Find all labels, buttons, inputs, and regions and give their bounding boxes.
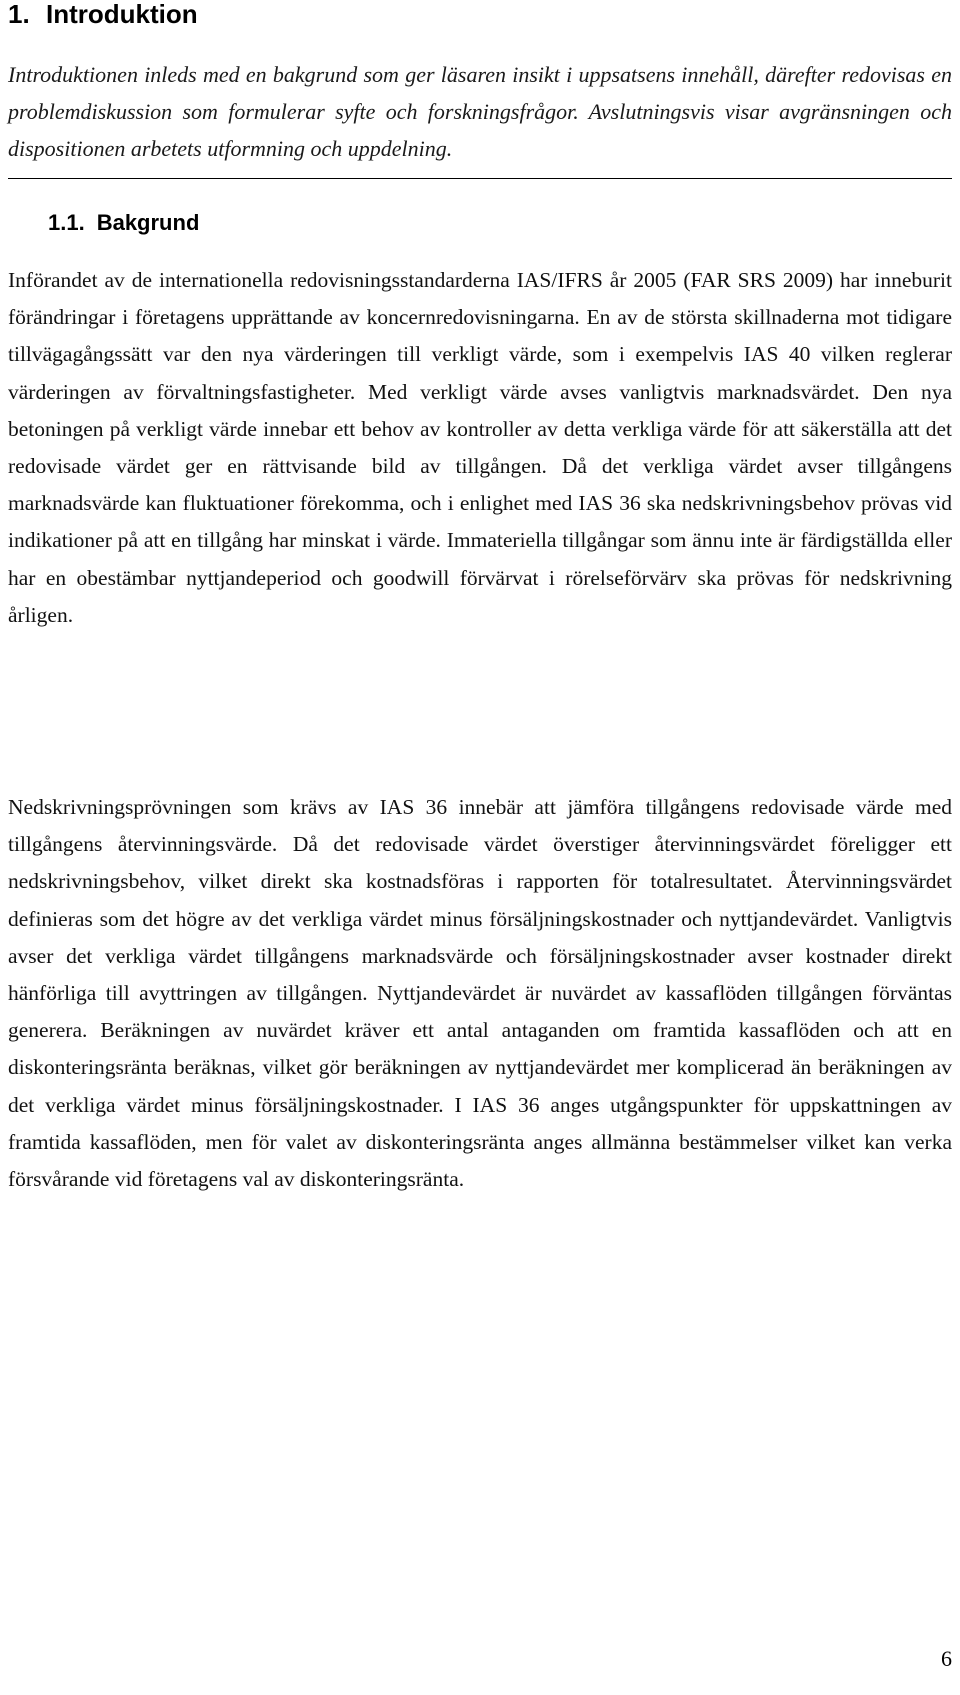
body-paragraph: Nedskrivningsprövningen som krävs av IAS 36 innebär att jämföra tillgångens redovisade värde med tillgångens återvinningsvärde. Då det redovisade värdet överstiger återvinningsvärdet föreligger ett nedskrivningsbehov, vilket direkt ska kostnadsföras i rapporten för totalresultatet. Återvinningsvärdet definieras som det högre av det verkliga värdet minus försäljningskostnader och nyttjandevärdet. Vanligtvis avser det verkliga värdet tillgångens marknadsvärde och försäljningskostnader avser kostnader direkt hänförliga till avyttringen av tillgången. Nyttjandevärdet är nuvärdet av kassaflöden tillgången förväntas generera. Beräkningen av nuvärdet kräver ett antal antaganden om framtida kassaflöden och att en diskonteringsränta beräknas, vilket gör beräkningen av nyttjandevärdet mer komplicerad än beräkningen av det verkliga värdet minus försäljningskostnader. I IAS 36 anges utgångspunkter för uppskattningen av framtida kassaflöden, men för valet av diskonteringsränta anges allmänna bestämmelser vilket kan verka försvårande vid företagens val av diskonteringsränta. (8, 795, 952, 1192)
chapter-heading (8, 0, 198, 34)
intro-divider (8, 178, 952, 179)
section-number: 1.1. (48, 210, 85, 235)
chapter-intro-text: Introduktionen inleds med en bakgrund som ger läsaren insikt i uppsatsens innehåll, därefter redovisas en problemdiskussion som formulerar syfte och forskningsfrågor. Avslutningsvis visar avgränsningen och dispositionen arbetets utformning och uppdelning. (8, 62, 952, 161)
section-heading (48, 203, 199, 243)
chapter-title: Introduktion (46, 0, 198, 29)
body-paragraph: Införandet av de internationella redovisningsstandarderna IAS/IFRS år 2005 (FAR SRS 2009) har inneburit förändringar i företagens upprättande av koncernredovisningarna. En av de största skillnaderna mot tidigare tillvägagångssätt var den nya värderingen till verkligt värde, som i exempelvis IAS 40 vilken reglerar värderingen av förvaltningsfastigheter. Med verkligt värde avses vanligtvis marknadsvärdet. Den nya betoningen på verkligt värde innebar ett behov av kontroller av detta verkliga värde för att säkerställa att det redovisade värdet ger en rättvisande bild av tillgången. Då det verkliga värdet avser tillgångens marknadsvärde kan fluktuationer förekomma, och i enlighet med IAS 36 ska nedskrivningsbehov prövas vid indikationer på att en tillgång har minskat i värde. Immateriella tillgångar som ännu inte är färdigställda eller har en obestämbar nyttjandeperiod och goodwill förvärvat i rörelseförvärv ska prövas för nedskrivning årligen. (8, 268, 952, 627)
page-number: 6 (941, 1646, 952, 1671)
section-title: Bakgrund (96, 210, 200, 235)
chapter-number: 1. (8, 0, 30, 29)
